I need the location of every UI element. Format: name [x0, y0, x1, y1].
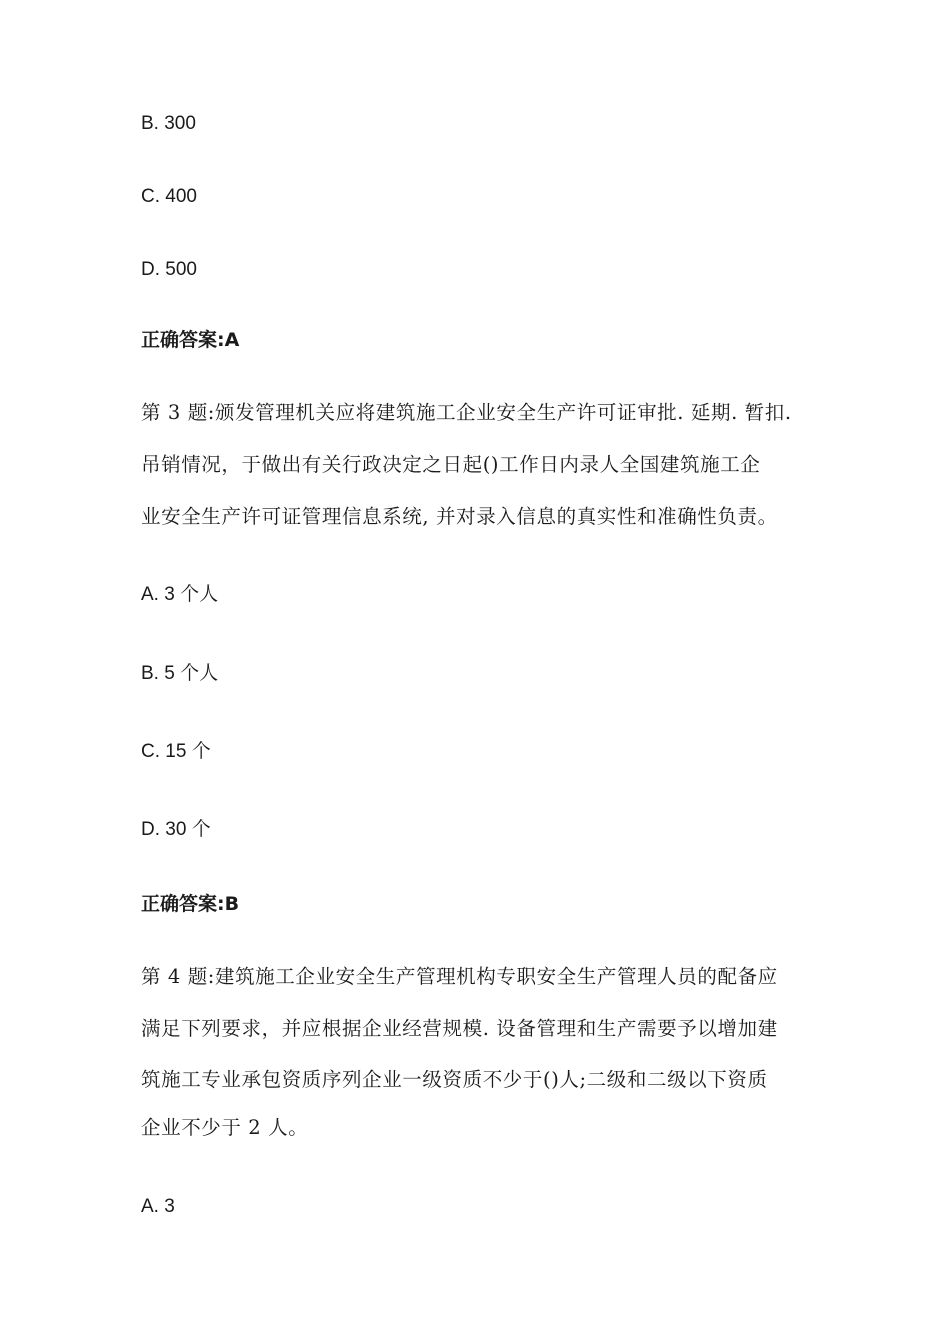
q2-option-c: C. 400 [141, 186, 197, 207]
q3-option-b: B. 5 个人 [141, 663, 219, 684]
q3-option-a: A. 3 个人 [141, 584, 219, 605]
q3-option-c: C. 15 个 [141, 741, 211, 762]
q3-text-line-2: 吊销情况，于做出有关行政决定之日起()工作日内录人全国建筑施工企 [141, 453, 761, 476]
q2-option-b: B. 300 [141, 113, 196, 134]
q4-text-line-4: 企业不少于 2 人。 [141, 1116, 309, 1139]
q4-text-line-2: 满足下列要求，并应根据企业经营规模. 设备管理和生产需要予以增加建 [141, 1017, 778, 1040]
q4-text-line-3: 筑施工专业承包资质序列企业一级资质不少于()人;二级和二级以下资质 [141, 1068, 768, 1091]
q3-option-d: D. 30 个 [141, 819, 211, 840]
q3-text-line-1: 第 3 题:颁发管理机关应将建筑施工企业安全生产许可证审批. 延期. 暂扣. [141, 401, 792, 424]
q4-option-a: A. 3 [141, 1196, 175, 1217]
q2-answer: 正确答案:A [141, 329, 240, 351]
q2-option-d: D. 500 [141, 259, 197, 280]
q3-text-line-3: 业安全生产许可证管理信息系统, 并对录入信息的真实性和准确性负责。 [141, 505, 778, 528]
q3-answer: 正确答案:B [141, 893, 240, 915]
q4-text-line-1: 第 4 题:建筑施工企业安全生产管理机构专职安全生产管理人员的配备应 [141, 965, 778, 988]
